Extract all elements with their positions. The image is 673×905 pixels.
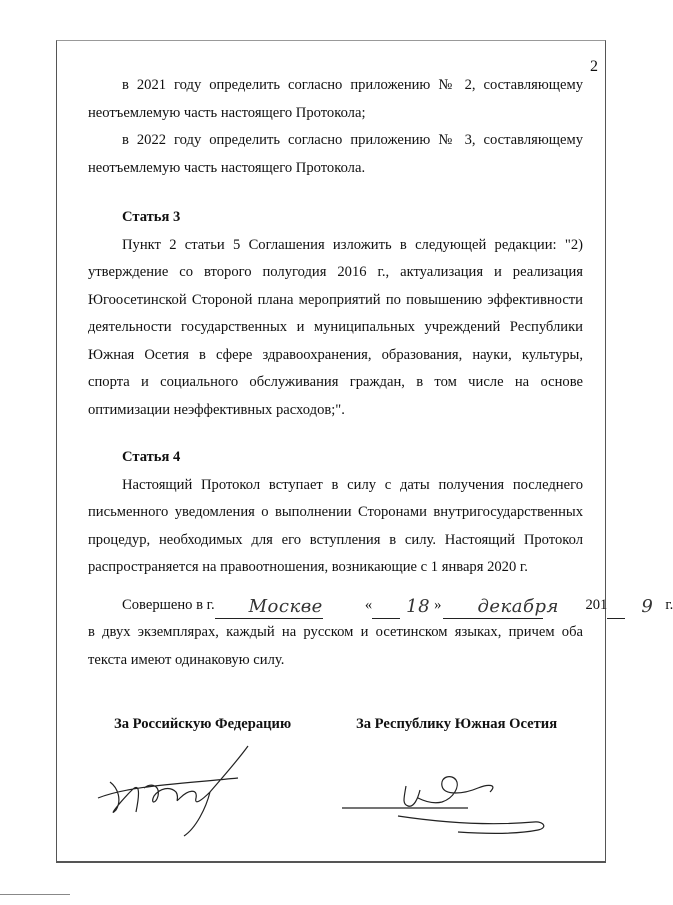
- scan-edge-line: [0, 894, 70, 905]
- signature-russia: [88, 738, 278, 838]
- year-suffix: г.: [665, 596, 673, 613]
- signature-title-south-ossetia: За Республику Южная Осетия: [356, 716, 558, 732]
- signature-title-russia: За Российскую Федерацию: [114, 716, 292, 732]
- page-number: 2: [590, 58, 598, 75]
- handwritten-city: Москве: [215, 596, 323, 619]
- signing-place-date: [88, 592, 673, 620]
- document-body: [88, 72, 673, 674]
- year-prefix: 201: [585, 596, 608, 613]
- article-4-text: Настоящий Протокол вступает в силу с даты получения последнего письменного уведомления о выполнении Сторонами внутригосударственных процедур, необходимых для его вступления в силу. Настоящий Протокол распространяется на правоотношения, возникающие с 1 января 2020 г.: [88, 476, 583, 575]
- article-4-heading: Статья 4: [122, 449, 181, 465]
- signature-block: [88, 716, 583, 846]
- paragraph-2021: в 2021 году определить согласно приложению № 2, составляющему неотъемлемую часть настоящего Протокола;: [88, 77, 583, 121]
- quote-open: «: [364, 596, 373, 613]
- article-3-text: Пункт 2 статьи 5 Соглашения изложить в следующей редакции: "2) утверждение со второго полугодия 2016 г., актуализация и реализация Югоосетинской Стороной плана мероприятий по повышению эффективности деятельности государственных и муниципальных учреждений Республики Южная Осетия в сфере здравоохранения, образования, науки, культуры, спорта и социального обслуживания граждан, в том числе на основе оптимизации неэффективных расходов;".: [88, 236, 583, 418]
- handwritten-year-digit: 9: [607, 596, 625, 619]
- article-3-heading: Статья 3: [122, 209, 181, 225]
- quote-close: »: [434, 596, 442, 613]
- paragraph-2022: в 2022 году определить согласно приложению № 3, составляющему неотъемлемую часть настоящего Протокола.: [88, 132, 583, 176]
- done-continuation: в двух экземплярах, каждый на русском и осетинском языках, причем оба текста имеют одинаковую силу.: [88, 624, 583, 668]
- signature-south-ossetia: [338, 746, 568, 836]
- done-prefix: Совершено в г.: [122, 596, 215, 613]
- handwritten-month: декабря: [443, 596, 543, 619]
- handwritten-day: 18: [372, 596, 400, 619]
